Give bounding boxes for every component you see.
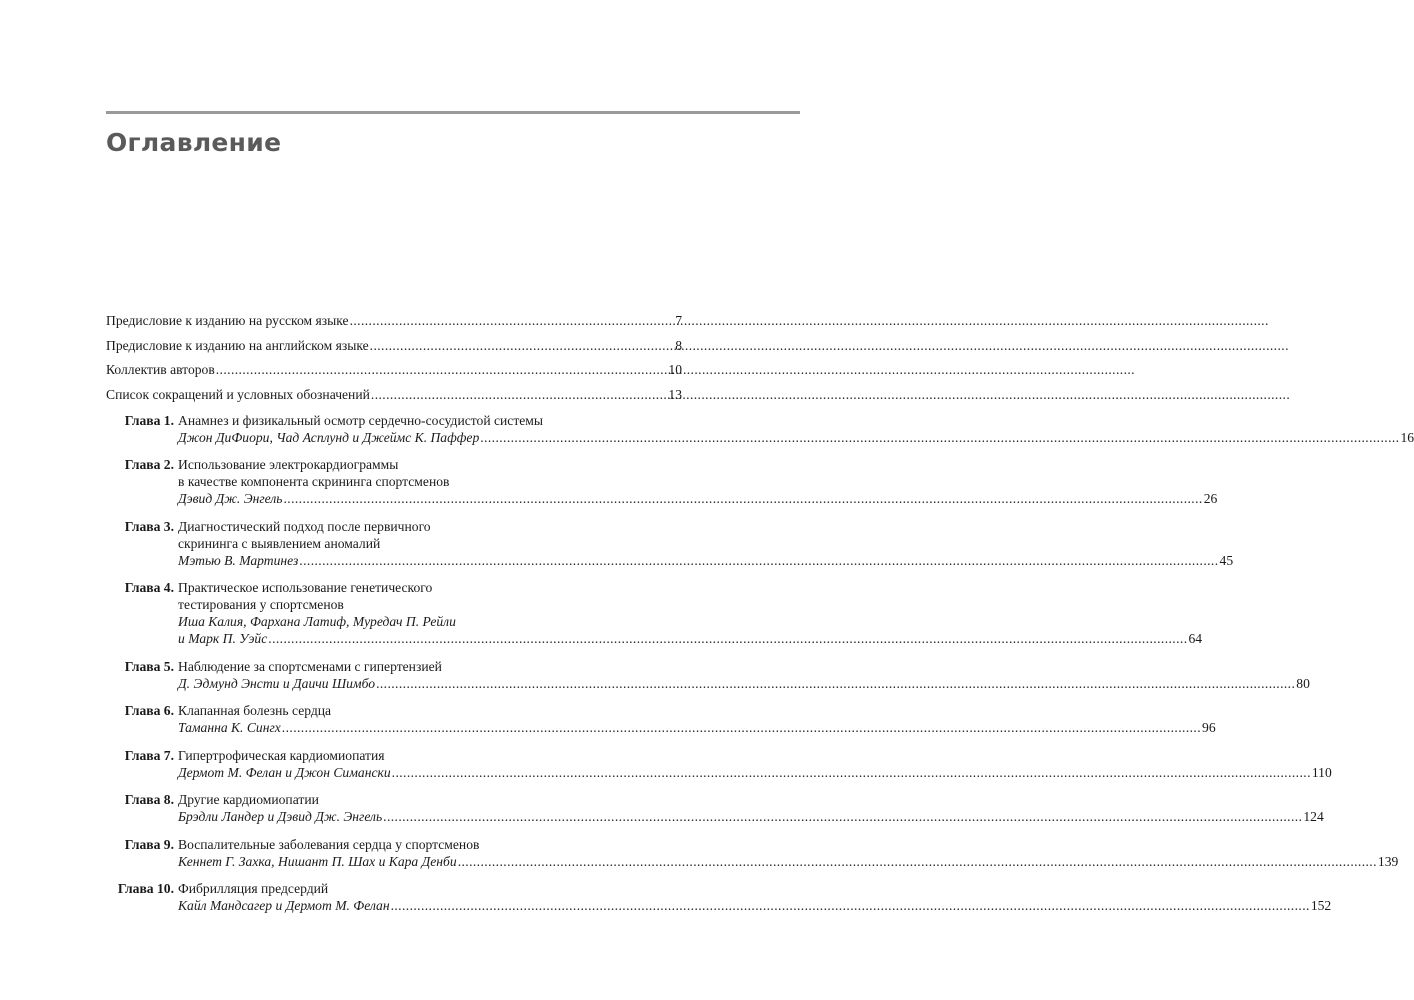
toc-line xyxy=(178,552,1233,569)
dot-leader xyxy=(268,630,1187,647)
toc-entry-text: Дермот М. Фелан и Джон Симански xyxy=(178,764,391,780)
toc-entry-text: Мэтью В. Мартинез xyxy=(178,552,299,568)
chapter-body xyxy=(174,791,1324,825)
toc-entry-text: Кайл Мандсагер и Дермот М. Фелан xyxy=(178,898,390,913)
toc-line xyxy=(178,490,1217,507)
chapter-title-line: Фибрилляция предсердий xyxy=(178,881,329,896)
toc-entry-text: Предисловие к изданию на русском языке xyxy=(106,313,349,328)
chapter-title-line: Воспалительные заболевания сердца у спортсменов xyxy=(178,836,480,852)
dot-leader xyxy=(370,337,675,354)
chapter-entry[interactable] xyxy=(106,518,1234,569)
dot-leader xyxy=(371,386,668,403)
dot-leader xyxy=(383,808,1302,825)
dot-leader xyxy=(350,312,675,329)
chapter-label: Глава 9. xyxy=(124,836,174,852)
front-matter-entry[interactable] xyxy=(106,337,682,354)
page-number: 80 xyxy=(1296,675,1310,691)
toc-line xyxy=(106,337,682,354)
toc-entry-text: Брэдли Ландер и Дэвид Дж. Энгель xyxy=(178,809,383,824)
chapter-body xyxy=(174,412,1414,446)
chapter-title-line: Наблюдение за спортсменами с гипертензией xyxy=(178,658,442,674)
chapter-label: Глава 5. xyxy=(124,658,174,674)
dot-leader xyxy=(216,361,668,378)
chapter-title-line: Использование электрокардиограммы xyxy=(178,457,399,472)
page-number: 96 xyxy=(1202,720,1216,735)
chapter-body xyxy=(174,518,1233,569)
toc-line xyxy=(178,675,1310,692)
page-number: 110 xyxy=(1311,764,1332,780)
chapter-title-line: Гипертрофическая кардиомиопатия xyxy=(178,747,385,763)
toc-entry-text: Д. Эдмунд Энсти и Даичи Шимбо xyxy=(178,675,376,691)
page-number: 7 xyxy=(675,313,682,328)
toc-entry-text: и Марк П. Уэйс xyxy=(178,631,268,646)
chapter-label: Глава 4. xyxy=(124,580,174,595)
front-matter-entry[interactable] xyxy=(106,386,682,403)
toc-line xyxy=(178,897,1331,914)
toc-line xyxy=(178,853,1398,870)
page-title: Оглавление xyxy=(106,128,282,157)
chapter-entry[interactable] xyxy=(106,456,1218,507)
chapter-title-line: Практическое использование генетического xyxy=(178,580,433,595)
toc-line xyxy=(178,429,1414,446)
chapter-entry[interactable] xyxy=(106,791,1324,825)
dot-leader xyxy=(299,552,1218,569)
table-of-contents xyxy=(106,312,1414,925)
chapter-entry[interactable] xyxy=(106,880,1332,914)
page-number: 13 xyxy=(668,386,682,402)
chapter-label: Глава 7. xyxy=(124,747,174,763)
toc-line xyxy=(178,719,1216,736)
chapter-list xyxy=(106,412,1414,915)
chapter-entry[interactable] xyxy=(106,747,1332,781)
toc-line xyxy=(106,361,682,378)
chapter-body xyxy=(174,579,1202,647)
page-number: 124 xyxy=(1303,809,1324,824)
chapter-label: Глава 6. xyxy=(124,703,174,718)
dot-leader xyxy=(391,897,1310,914)
chapter-entry[interactable] xyxy=(106,836,1399,870)
toc-line xyxy=(106,312,682,329)
chapter-title-line: тестирования у спортсменов xyxy=(178,597,344,612)
toc-line xyxy=(178,808,1324,825)
top-rule xyxy=(106,111,800,114)
chapter-label: Глава 3. xyxy=(124,518,174,534)
toc-entry-text: Список сокращений и условных обозначений xyxy=(106,386,370,402)
chapter-label: Глава 8. xyxy=(124,792,174,807)
dot-leader xyxy=(282,719,1201,736)
dot-leader xyxy=(392,764,1311,781)
toc-line xyxy=(106,386,682,403)
toc-entry-text: Коллектив авторов xyxy=(106,362,215,377)
front-matter-entry[interactable] xyxy=(106,312,682,329)
chapter-title-line: скрининга с выявлением аномалий xyxy=(178,535,381,551)
chapter-body xyxy=(174,658,1310,692)
chapter-entry[interactable] xyxy=(106,658,1310,692)
toc-line xyxy=(178,630,1202,647)
chapter-entry[interactable] xyxy=(106,412,1414,446)
chapter-label: Глава 10. xyxy=(117,881,174,896)
chapter-title-line: в качестве компонента скрининга спортсменов xyxy=(178,474,450,489)
toc-line xyxy=(178,764,1332,781)
page-number: 64 xyxy=(1188,631,1203,646)
chapter-entry[interactable] xyxy=(106,702,1216,736)
chapter-entry[interactable] xyxy=(106,579,1203,647)
toc-entry-text: Кеннет Г. Захка, Нишант П. Шах и Кара Денби xyxy=(178,853,457,869)
dot-leader xyxy=(376,675,1295,692)
toc-entry-text: Дэвид Дж. Энгель xyxy=(178,491,283,506)
page-number: 16 xyxy=(1400,429,1414,445)
page-number: 139 xyxy=(1377,853,1399,869)
dot-leader xyxy=(458,853,1377,870)
chapter-body xyxy=(174,836,1398,870)
dot-leader xyxy=(283,490,1202,507)
chapter-body xyxy=(174,747,1332,781)
front-matter-entry[interactable] xyxy=(106,361,682,378)
page-number: 10 xyxy=(668,362,682,377)
dot-leader xyxy=(480,429,1399,446)
chapter-title-line: Диагностический подход после первичного xyxy=(178,518,431,534)
chapter-label: Глава 1. xyxy=(124,412,174,428)
toc-entry-text: Джон ДиФиори, Чад Асплунд и Джеймс К. Паффер xyxy=(178,429,480,445)
chapter-title-line: Клапанная болезнь сердца xyxy=(178,703,332,718)
chapter-title-line: Анамнез и физикальный осмотр сердечно-сосудистой системы xyxy=(178,412,544,428)
toc-entry-text: Предисловие к изданию на английском языке xyxy=(106,337,369,353)
chapter-title-line: Другие кардиомиопатии xyxy=(178,792,319,807)
page-number: 8 xyxy=(675,337,682,353)
chapter-authors-line: Иша Калия, Фархана Латиф, Муредач П. Рейли xyxy=(178,614,456,629)
page-number: 152 xyxy=(1310,898,1332,913)
toc-entry-text: Таманна К. Сингх xyxy=(178,720,281,735)
front-matter-list xyxy=(106,312,682,403)
chapter-body xyxy=(174,456,1217,507)
page-number: 26 xyxy=(1203,491,1218,506)
chapter-body xyxy=(174,880,1331,914)
chapter-body xyxy=(174,702,1216,736)
chapter-label: Глава 2. xyxy=(124,457,174,472)
page-number: 45 xyxy=(1219,552,1234,568)
